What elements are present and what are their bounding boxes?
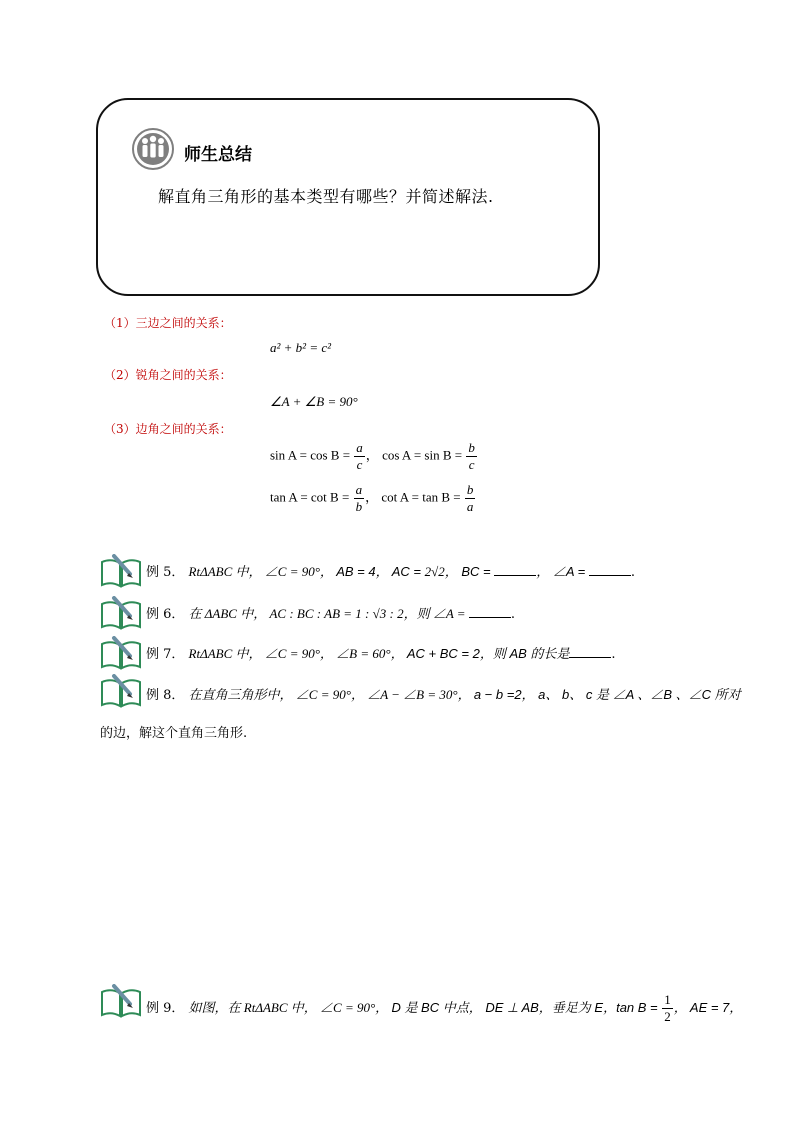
example-book-icon xyxy=(100,596,142,630)
fraction-one-half: $\frac{1}{2}$ xyxy=(664,992,671,1024)
example-book-icon xyxy=(100,554,142,588)
example-book-icon xyxy=(100,636,142,670)
example-9 xyxy=(146,992,742,1025)
rt-text: Rt xyxy=(188,646,201,661)
example-text: ， AE = 7， xyxy=(673,1000,743,1015)
answer-blank[interactable] xyxy=(494,563,536,576)
formula-sin-cos xyxy=(270,440,478,473)
example-text: ΔABC 中， ∠C = 90°， xyxy=(255,1000,392,1015)
answer-blank[interactable] xyxy=(589,563,631,576)
example-text: D 是 BC 中点， DE ⊥ AB，垂足为 E，tan B = xyxy=(391,1000,662,1015)
example-text: 在 ΔABC 中， AC : BC : AB = 1 : √3 : 2，则 ∠A = xyxy=(188,606,469,621)
example-text: a − b =2， a、 b、 c 是 ∠A 、∠B 、∠C 所对 xyxy=(473,687,741,702)
example-text: . xyxy=(510,607,515,622)
example-5 xyxy=(146,561,635,580)
formula-pythagoras: a² + b² = c² xyxy=(270,340,332,355)
fraction-a-over-c: $\frac{a}{c}$ xyxy=(356,440,363,472)
example-8-continued: 的边，解这个直角三角形. xyxy=(100,726,248,741)
answer-blank[interactable] xyxy=(569,645,611,658)
tan-cot-lhs: tan A = cot B = xyxy=(270,489,350,505)
example-book-icon xyxy=(100,674,142,708)
example-8 xyxy=(146,684,741,703)
example-text: 在直角三角形中， ∠C = 90°， ∠A − ∠B = 30°， xyxy=(188,687,474,702)
separator: ， xyxy=(365,447,379,463)
example-label: 例 5． xyxy=(146,565,185,580)
example-text: ΔABC 中， ∠C = 90°， ∠B = 60°， xyxy=(200,646,407,661)
section-heading-3: （3）边角之间的关系： xyxy=(104,422,232,436)
fraction-b-over-a: $\frac{b}{a}$ xyxy=(466,482,474,514)
example-text: 如图，在 Rt xyxy=(188,1000,256,1015)
example-text: ， ∠A = xyxy=(536,564,589,579)
example-text: ， BC = xyxy=(444,564,495,579)
example-book-icon xyxy=(100,984,142,1018)
example-text: AB = 4， AC = xyxy=(336,564,425,579)
example-label: 例 9． xyxy=(146,1001,185,1016)
formula-angles: ∠A + ∠B = 90° xyxy=(270,394,358,409)
fraction-b-over-c: $\frac{b}{c}$ xyxy=(468,440,475,472)
section-heading-1: （1）三边之间的关系： xyxy=(104,316,232,330)
example-label: 例 7． xyxy=(146,647,185,662)
example-text: 2√2 xyxy=(424,564,445,579)
answer-blank[interactable] xyxy=(469,605,511,618)
teacher-student-icon xyxy=(132,128,174,170)
sin-cos-lhs: sin A = cos B = xyxy=(270,447,351,463)
example-text: ΔABC 中， ∠C = 90°， xyxy=(200,564,337,579)
example-text: . xyxy=(630,565,635,580)
cos-sin-lhs: cos A = sin B = xyxy=(382,447,463,463)
example-text: AC + BC = 2，则 AB 的长是 xyxy=(406,646,570,661)
formula-tan-cot xyxy=(270,482,476,515)
separator: ， xyxy=(365,489,379,505)
example-label: 例 6． xyxy=(146,607,185,622)
example-7 xyxy=(146,643,616,662)
cot-tan-lhs: cot A = tan B = xyxy=(381,489,461,505)
example-6 xyxy=(146,603,515,622)
rt-text: Rt xyxy=(188,564,201,579)
example-label: 例 8． xyxy=(146,688,185,703)
example-text: . xyxy=(611,647,616,662)
summary-question: 解直角三角形的基本类型有哪些？并简述解法. xyxy=(158,187,494,206)
section-heading-2: （2）锐角之间的关系： xyxy=(104,368,232,382)
summary-title: 师生总结 xyxy=(184,145,252,165)
fraction-a-over-b: $\frac{a}{b}$ xyxy=(355,482,363,514)
